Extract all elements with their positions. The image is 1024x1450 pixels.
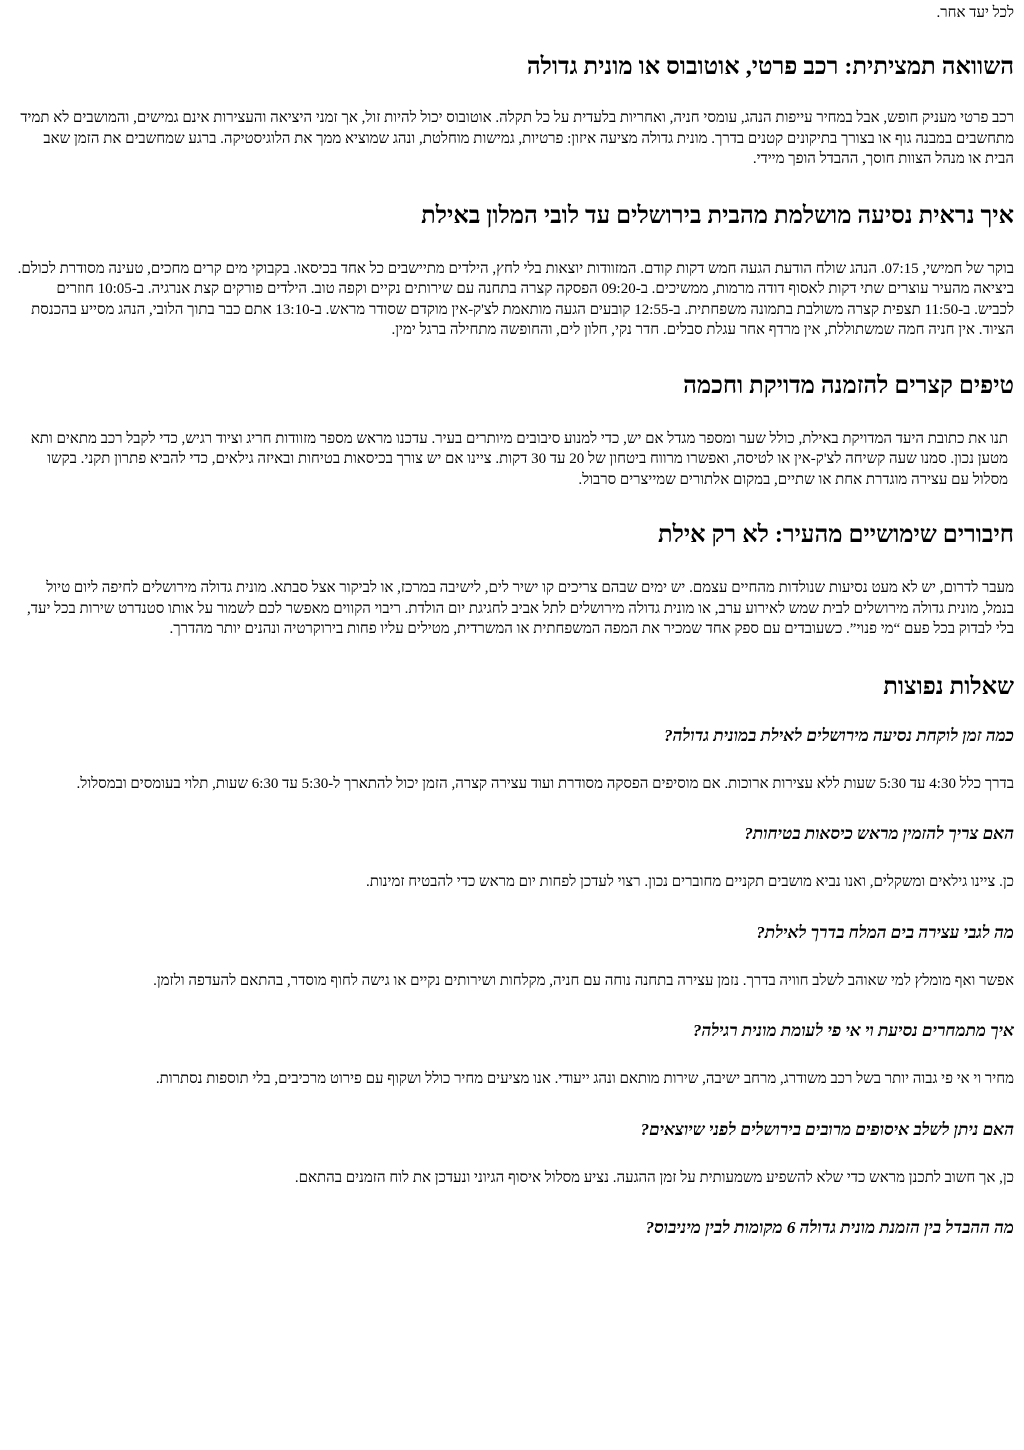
faq-question: מה ההבדל בין הזמנת מונית גדולה 6 מקומות לבין מיניבוס?: [645, 1218, 1014, 1237]
section-body-tips: תנו את כתובת היעד המדויקת באילת, כולל שער ומספר מגדל אם יש, כדי למנוע סיבובים מיותרים בעיר. עדכנו מראש מספר מזוודות חריג וציוד רגיש, כדי לקבל רכב מתאים ותא מטען נכון. סמנו שעה קשיחה לצ'ק-אין או לטיסה, ואפשרו מרווח ביטחון של 20 עד 30 דקות. ציינו אם יש צורך בכיסאות בטיחות ובאיזה גילאים, כדי להביא פתרון תקני. בקשו מסלול עם עצירה מוגדרת אחת או שתיים, במקום אלתורים שמייצרים סרבול.: [30, 430, 1008, 488]
faq-question: האם צריך להזמין מראש כיסאות בטיחות?: [744, 824, 1014, 843]
section-body-journey: בוקר של חמישי, 07:15. הנהג שולח הודעת הגעה חמש דקות קודם. המזוודות יוצאות בלי לחץ, הילדים מתיישבים כל אחד בכיסאו. בקבוקי מים קרים מחכים, טעינה מסודרת לכולם. ביציאה מהעיר עוצרים שתי דקות לאסוף דודה מרמות, ממשיכים. ב-09:20 הפסקה קצרה בתחנה עם שירותים נקיים וקפה טוב. הילדים פורקים קצת אנרגיה. ב-10:05 חוזרים לכביש. ב-11:50 תצפית קצרה משולבת בתמונה משפחתית. ב-12:55 קובעים הגעה מותאמת לצ'ק-אין מוקדם שסודר מראש. ב-13:10 אתם כבר בתוך הלובי, הנהג מסייע בהכנסת הציוד. אין חניה חמה שמשתוללת, אין מרדף אחר עגלת סבלים. חדר נקי, חלון לים, והחופשה מתחילה ברגל ימין.: [17, 260, 1014, 338]
faq-question: כמה זמן לוקחת נסיעה מירושלים לאילת במונית גדולה?: [664, 725, 1014, 745]
section-heading-connections: חיבורים שימושיים מהעיר: לא רק אילת: [658, 522, 1014, 548]
section-heading-tips: טיפים קצרים להזמנה מדויקת וחכמה: [683, 372, 1014, 399]
faq-item: [14, 921, 1014, 992]
section-body-comparison: רכב פרטי מעניק חופש, אבל במחיר עייפות הנהג, עומסי חניה, ואחריות בלעדית על כל תקלה. אוטובוס יכול להיות זול, אך זמני היציאה והעצירות אינם גמישים, והמושבים לא תמיד מתחשבים במבנה גוף או בצורך בתיקונים קטנים בדרך. מונית גדולה מציעה איזון: פרטיות, גמישות מוחלטת, ונהג שמוציא ממך את הלוגיסטיקה. ברגע שמחשבים את הזמן שאב הבית או מנהל הצוות חוסך, ההבדל הופך מיידי.: [20, 110, 1014, 167]
faq-answer: בדרך כלל 4:30 עד 5:30 שעות ללא עצירות ארוכות. אם מוסיפים הפסקה מסודרת ועוד עצירה קצרה, הזמן יכול להתארך ל-5:30 עד 6:30 שעות, תלוי בעומסים ובמסלול.: [76, 775, 1014, 792]
faq-item: [14, 1216, 1014, 1240]
faq-item: [14, 1019, 1014, 1090]
faq-answer: כן. ציינו גילאים ומשקלים, ואנו נביא מושבים תקניים מחוברים נכון. רצוי לעדכן לפחות יום מראש כדי להבטיח זמינות.: [365, 874, 1014, 890]
faq-item: [14, 822, 1014, 893]
faq-answer: כן, אך חשוב לתכנן מראש כדי שלא להשפיע משמעותית על זמן ההגעה. נציע מסלול איסוף הגיוני ונעדכן את לוח הזמנים בהתאם.: [294, 1169, 1014, 1186]
faq-question: האם ניתן לשלב איסופים מרובים בירושלים לפני שיוצאים?: [640, 1119, 1014, 1139]
faq-item: [14, 724, 1014, 795]
faq-item: [14, 1118, 1014, 1189]
faq-question: איך מתמחרים נסיעת וי אי פי לעומת מונית רגילה?: [692, 1021, 1014, 1040]
intro-fragment: לכל יעד אחר.: [936, 5, 1014, 21]
article-page: [0, 2, 1024, 1240]
faq-answer: מחיר וי אי פי גבוה יותר בשל רכב משודרג, מרחב ישיבה, שירות מותאם ונהג ייעודי. אנו מציעים מחיר כולל ושקוף עם פירוט מרכיבים, בלי תוספות נסתרות.: [155, 1071, 1014, 1087]
section-heading-comparison: השוואה תמציתית: רכב פרטי, אוטובוס או מונית גדולה: [526, 54, 1014, 80]
faq-question: מה לגבי עצירה בים המלח בדרך לאילת?: [756, 922, 1014, 942]
section-body-connections: מעבר לדרום, יש לא מעט נסיעות שנולדות מהחיים עצמם. יש ימים שבהם צריכים קו ישיר לים, לישיבה במרכז, או לביקור אצל סבתא. מונית גדולה מירושלים לחיפה ליום טיול בנמל, מונית גדולה מירושלים לבית שמש לאירוע ערב, או מונית גדולה מירושלים לתל אביב לחגיגת יום הולדת. ריבוי הקווים מאפשר לכם לשמור על אותו סטנדרט שירות בכל יעד, בלי לבדוק בכל פעם “מי פנוי”. כשעובדים עם ספק אחד שמכיר את המפה המשפחתית או המשרדית, מטילים עליו פחות בירוקרטיה ונהנים יותר מהדרך.: [27, 580, 1014, 637]
faq-heading: שאלות נפוצות: [883, 673, 1014, 700]
faq-answer: אפשר ואף מומלץ למי שאוהב לשלב חוויה בדרך. נזמן עצירה בתחנה נוחה עם חניה, מקלחות ושירותים נקיים או גישה לחוף מוסדר, בהתאם להעדפה ולזמן.: [153, 972, 1014, 989]
section-heading-journey: איך נראית נסיעה מושלמת מהבית בירושלים עד לובי המלון באילת: [421, 202, 1014, 229]
